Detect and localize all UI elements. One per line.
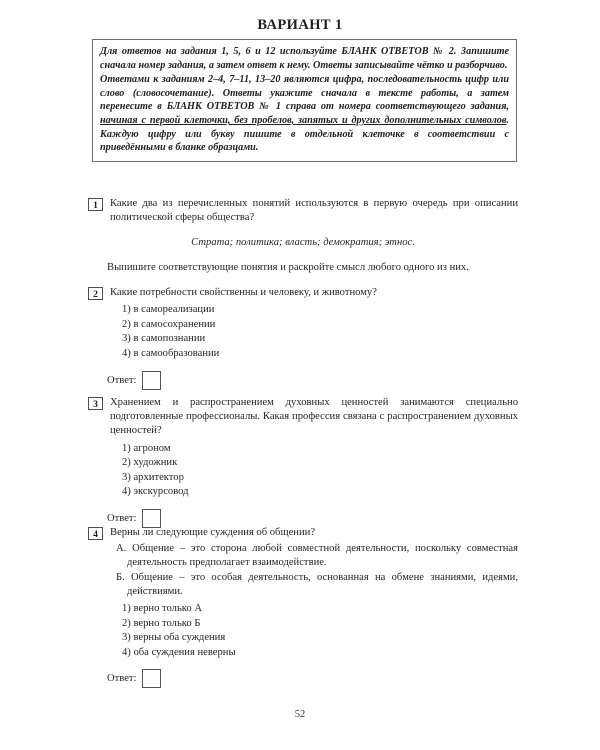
question-2-number: 2 bbox=[88, 287, 103, 300]
page-title: ВАРИАНТ 1 bbox=[257, 17, 343, 33]
question-4-answer-label: Ответ: bbox=[107, 673, 137, 685]
question-4-statement-b: Б. Общение – это особая деятельность, основанная на обмене знаниями, идеями, действиями. bbox=[116, 571, 518, 597]
question-2-option-3[interactable]: 3) в самопознании bbox=[122, 333, 206, 345]
instruction-p1-answer-sheet-2: БЛАНК ОТВЕТОВ № 2 bbox=[341, 46, 454, 57]
question-4-answer-input[interactable] bbox=[142, 669, 161, 688]
question-2-answer-row bbox=[107, 371, 518, 390]
question-3-option-1[interactable]: 1) агроном bbox=[122, 442, 171, 454]
question-4-header bbox=[88, 526, 518, 540]
question-3-option-2[interactable]: 2) художник bbox=[122, 457, 178, 469]
question-2-option-1[interactable]: 1) в самореализации bbox=[122, 304, 215, 316]
question-4-options bbox=[122, 602, 518, 660]
instruction-p2-underlined: начиная с первой клеточки, без пробелов, запятых и других дополнительных символов bbox=[100, 114, 507, 126]
question-1 bbox=[88, 197, 518, 276]
question-3-number: 3 bbox=[88, 397, 103, 410]
question-3 bbox=[88, 396, 518, 528]
instruction-paragraph-2 bbox=[100, 73, 509, 155]
question-3-options bbox=[122, 442, 518, 500]
question-4-option-1[interactable]: 1) верно только А bbox=[122, 603, 202, 615]
question-2 bbox=[88, 286, 518, 390]
question-1-number: 1 bbox=[88, 198, 103, 211]
question-1-header bbox=[88, 197, 518, 225]
question-1-text: Какие два из перечисленных понятий используются в первую очередь при описании политической сферы общества? bbox=[110, 198, 518, 224]
question-4 bbox=[88, 526, 518, 688]
question-2-text: Какие потребности свойственны и человеку, и животному? bbox=[110, 287, 377, 298]
question-4-statements bbox=[116, 542, 518, 599]
question-3-option-4[interactable]: 4) экскурсовод bbox=[122, 486, 189, 498]
question-2-answer-input[interactable] bbox=[142, 371, 161, 390]
instructions-box bbox=[92, 39, 517, 162]
instruction-p2-text-c: . Каждую цифру или букву пишите в отдельной клеточке в соответствии с приведёнными в бланке образцами. bbox=[100, 114, 509, 154]
question-1-followup: Выпишите соответствующие понятия и раскройте смысл любого одного из них. bbox=[107, 262, 469, 274]
question-4-text: Верны ли следующие суждения об общении? bbox=[110, 527, 316, 538]
question-3-answer-label: Ответ: bbox=[107, 512, 137, 524]
question-4-option-3[interactable]: 3) верны оба суждения bbox=[122, 632, 226, 644]
question-4-statement-a: А. Общение – это сторона любой совместной деятельности, поскольку совместная деятельность предполагает взаимодействие. bbox=[116, 543, 518, 569]
question-2-answer-label: Ответ: bbox=[107, 374, 137, 386]
question-3-option-3[interactable]: 3) архитектор bbox=[122, 471, 184, 483]
instruction-paragraph-1 bbox=[100, 45, 509, 72]
question-1-terms: Страта; политика; власть; демократия; этнос. bbox=[191, 237, 415, 249]
instruction-p1-text-a: Для ответов на задания 1, 5, 6 и 12 используйте bbox=[100, 46, 342, 57]
question-2-option-4[interactable]: 4) в самообразовании bbox=[122, 347, 220, 359]
question-4-number: 4 bbox=[88, 527, 103, 540]
question-2-option-2[interactable]: 2) в самосохранении bbox=[122, 318, 216, 330]
question-4-answer-row bbox=[107, 669, 518, 688]
question-4-option-4[interactable]: 4) оба суждения неверны bbox=[122, 646, 236, 658]
question-3-header bbox=[88, 396, 518, 439]
question-3-text: Хранением и распространением духовных ценностей занимаются специально подготовленные профессионалы. Какая профессия связана с распространением духовных ценностей? bbox=[110, 397, 518, 437]
question-2-header bbox=[88, 286, 518, 300]
page-number: 52 bbox=[294, 709, 306, 720]
question-2-options bbox=[122, 303, 518, 361]
instruction-p2-answer-sheet-1: БЛАНК ОТВЕТОВ № 1 bbox=[166, 101, 282, 113]
instruction-p2-text-a: Ответами к заданиям 2–4, 7–11, 13–20 являются цифра, последовательность цифр или слово (словосочетание). Ответы укажите сначала в тексте работы, а затем перенесите в bbox=[100, 74, 509, 113]
question-4-option-2[interactable]: 2) верно только Б bbox=[122, 617, 201, 629]
instruction-p1-text-b: . Запишите сначала номер задания, а затем ответ к нему. Ответы записывайте чётко и разборчиво. bbox=[100, 46, 509, 71]
instruction-p2-text-b: справа от номера соответствующего задания, bbox=[281, 101, 509, 113]
